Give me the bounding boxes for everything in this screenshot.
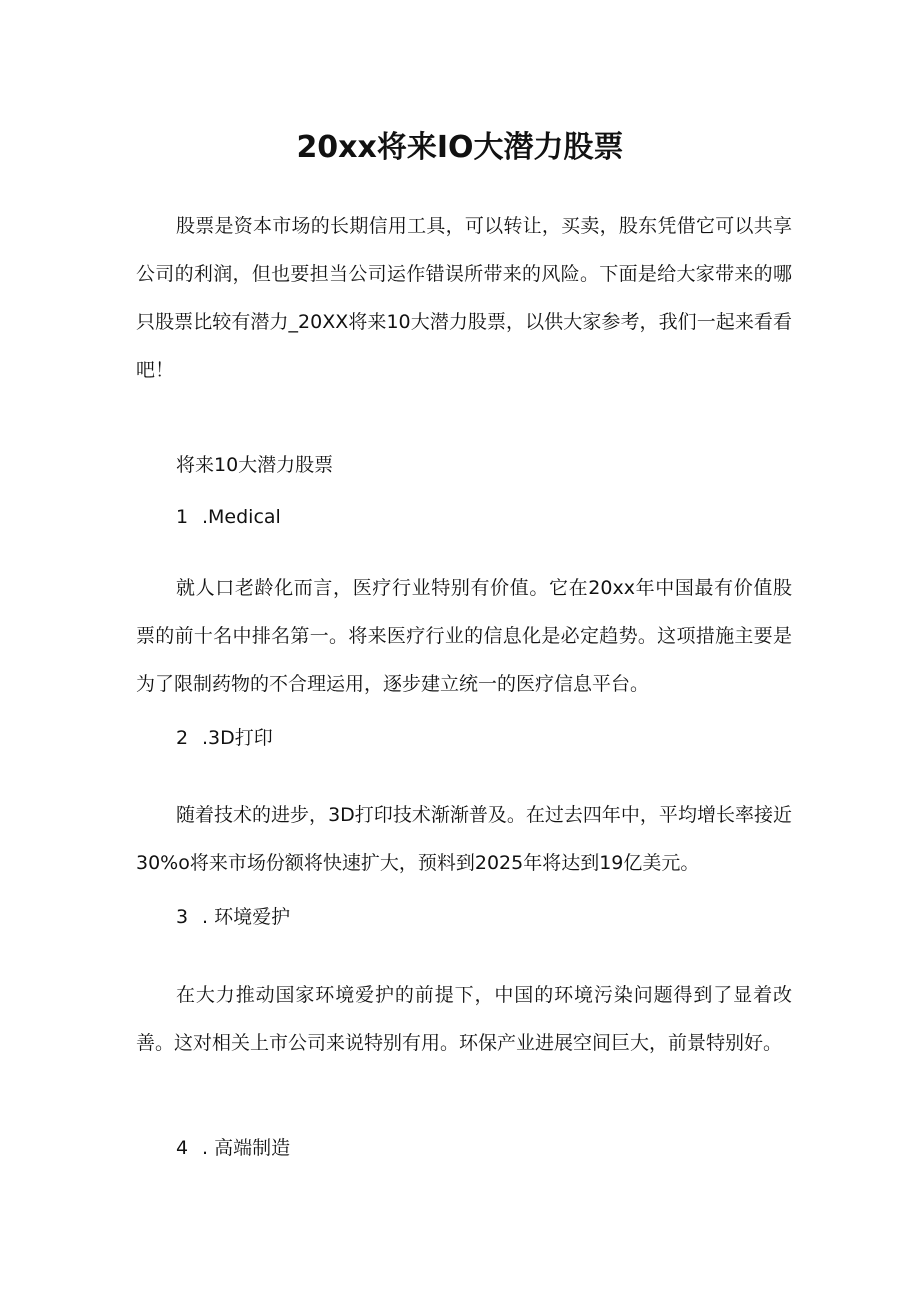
item-4-heading-text: . 高端制造 [202, 1137, 291, 1159]
item-4-heading [176, 1133, 290, 1163]
item-4-number: 4 [176, 1137, 189, 1159]
item-2-heading-text: .3D打印 [202, 727, 273, 749]
item-2-heading [176, 723, 273, 753]
item-2-body: 随着技术的进步，3D打印技术渐渐普及。在过去四年中，平均增长率接近30%o将来市场份额将快速扩大，预料到2025年将达到19亿美元。 [136, 804, 792, 874]
item-1-number: 1 [176, 506, 189, 528]
item-3-heading-text: . 环境爱护 [202, 906, 291, 928]
item-3-body: 在大力推动国家环境爱护的前提下，中国的环境污染问题得到了显着改善。这对相关上市公司来说特别有用。环保产业进展空间巨大，前景特别好。 [136, 984, 792, 1054]
item-3-number: 3 [176, 906, 189, 928]
item-1-heading [176, 502, 281, 532]
item-1-body: 就人口老龄化而言，医疗行业特别有价值。它在20xx年中国最有价值股票的前十名中排名第一。将来医疗行业的信息化是必定趋势。这项措施主要是为了限制药物的不合理运用，逐步建立统一的医疗信息平台。 [136, 577, 792, 695]
intro-paragraph: 股票是资本市场的长期信用工具，可以转让，买卖，股东凭借它可以共享公司的利润，但也要担当公司运作错误所带来的风险。下面是给大家带来的哪只股票比较有潜力_20XX将来10大潜力股票，以供大家参考，我们一起来看看吧！ [136, 215, 792, 381]
item-1-heading-text: .Medical [202, 506, 281, 528]
item-3-heading [176, 902, 290, 932]
section-title: 将来10大潜力股票 [176, 454, 334, 476]
item-2-number: 2 [176, 727, 189, 749]
document-title: 20xx将来IO大潜力股票 [296, 130, 624, 165]
